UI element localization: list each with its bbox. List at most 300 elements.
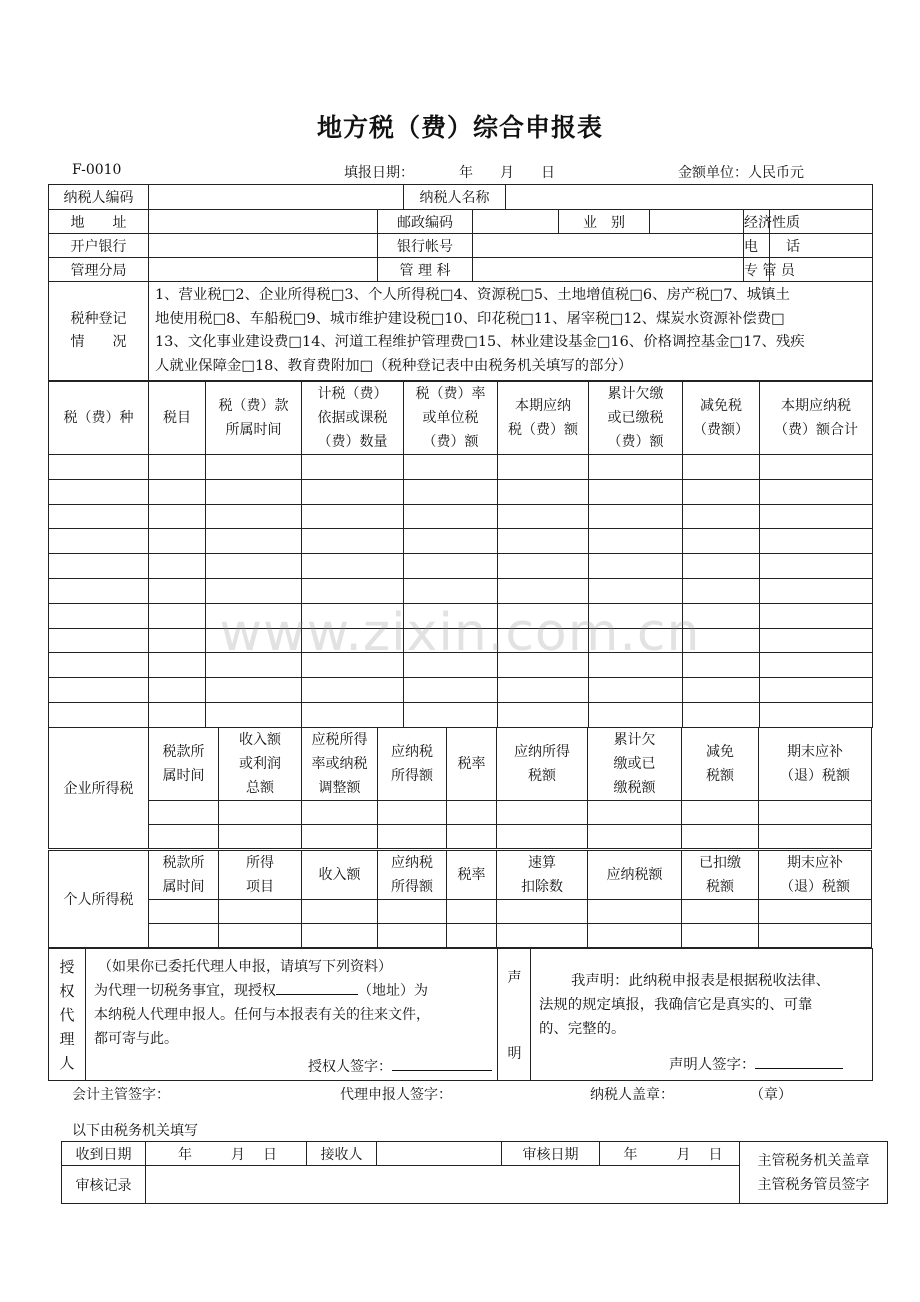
office-section-heading: 以下由税务机关填写: [72, 1123, 198, 1139]
table-cell[interactable]: [404, 504, 498, 529]
column-header-line: 税（费）款: [218, 398, 289, 414]
branch-field[interactable]: [149, 258, 378, 282]
column-header-line: 期末应补: [787, 855, 843, 871]
column-header: [302, 382, 404, 455]
tax-registration-line: 13、文化事业建设费□14、河道工程维护管理费□15、林业建设基金□16、价格调控基金□17、残疾: [155, 334, 805, 350]
taxpayer-name-label: 纳税人名称: [404, 185, 506, 210]
table-row: [49, 455, 873, 480]
table-cell[interactable]: [378, 924, 447, 948]
taxpayer-seal: 纳税人盖章：: [590, 1087, 674, 1103]
table-cell[interactable]: [760, 578, 873, 603]
personal-tax-row: [49, 900, 872, 924]
tax-registration-label: [49, 282, 149, 381]
declaration-label: [498, 949, 531, 1081]
table-cell[interactable]: [759, 825, 872, 849]
table-cell[interactable]: [498, 603, 589, 628]
personal-tax-row: [49, 924, 872, 948]
table-cell[interactable]: [588, 924, 682, 948]
column-header-line: 扣除数: [521, 879, 563, 895]
table-cell[interactable]: [588, 900, 682, 924]
table-cell[interactable]: [49, 504, 149, 529]
taxpayer-code-field[interactable]: [149, 185, 404, 210]
personal-tax-header-row: [49, 851, 872, 900]
table-cell[interactable]: [149, 801, 219, 825]
table-cell[interactable]: [404, 479, 498, 504]
table-cell[interactable]: [206, 504, 302, 529]
declaration-text-line1: 我声明：此纳税申报表是根据税收法律、: [571, 973, 831, 989]
table-cell[interactable]: [759, 801, 872, 825]
table-cell[interactable]: [302, 603, 404, 628]
industry-label: 业 别: [559, 210, 650, 234]
column-header: [206, 382, 302, 455]
table-cell[interactable]: [589, 653, 683, 678]
table-cell[interactable]: [206, 603, 302, 628]
column-header-line: 计税（费）: [317, 386, 388, 402]
review-date-field[interactable]: [600, 1142, 740, 1166]
column-header-line: 所得额: [391, 768, 433, 784]
address-field[interactable]: [149, 210, 378, 234]
fill-date-month: 月: [500, 165, 514, 181]
column-header-line: 收入额: [318, 867, 361, 883]
table-cell[interactable]: [589, 578, 683, 603]
table-cell[interactable]: [149, 455, 206, 480]
table-cell[interactable]: [589, 479, 683, 504]
table-cell[interactable]: [49, 678, 149, 703]
column-header: [219, 728, 302, 801]
table-cell[interactable]: [447, 801, 497, 825]
column-header-line: 税款所: [162, 744, 205, 760]
table-row: [49, 578, 873, 603]
table-cell[interactable]: [497, 825, 588, 849]
table-cell[interactable]: [498, 653, 589, 678]
office-stamp-line1: 主管税务机关盖章: [757, 1152, 870, 1169]
column-header-line: 税额: [706, 879, 734, 895]
column-header-line: 属时间: [162, 879, 205, 895]
corporate-tax-header-row: [49, 728, 872, 801]
table-row: [49, 628, 873, 653]
bank-label: 开户银行: [49, 234, 149, 258]
table-cell[interactable]: [302, 479, 404, 504]
section-label: 管 理 科: [378, 258, 473, 282]
column-header-line: 调整额: [318, 780, 361, 796]
agent-label-char: 授: [59, 957, 75, 976]
table-cell[interactable]: [447, 924, 497, 948]
personal-tax-label: 个人所得税: [49, 851, 149, 948]
column-header-line: 税（费）种: [63, 410, 134, 426]
agent-text-line1b: （地址）为: [358, 983, 428, 999]
office-table: [61, 1141, 888, 1204]
column-header-line: 缴税额: [613, 780, 656, 796]
column-header: [149, 728, 219, 801]
table-row: [49, 653, 873, 678]
table-row: [49, 603, 873, 628]
table-cell[interactable]: [760, 702, 873, 727]
bank-field[interactable]: [149, 234, 378, 258]
table-cell[interactable]: [683, 554, 760, 579]
table-cell[interactable]: [149, 653, 206, 678]
currency-unit: 金额单位：人民币元: [678, 165, 804, 181]
tax-items-body: [49, 455, 873, 728]
table-cell[interactable]: [149, 504, 206, 529]
column-header-line: 税目: [163, 410, 191, 426]
agent-name-field[interactable]: [276, 980, 358, 995]
table-cell[interactable]: [302, 529, 404, 554]
table-cell[interactable]: [378, 801, 447, 825]
table-cell[interactable]: [206, 479, 302, 504]
bank-account-label: 银行帐号: [378, 234, 473, 258]
table-cell[interactable]: [760, 628, 873, 653]
tax-registration-options[interactable]: [149, 282, 873, 381]
table-cell[interactable]: [760, 529, 873, 554]
table-cell[interactable]: [404, 653, 498, 678]
table-row: [49, 529, 873, 554]
column-header-line: 减免税: [700, 398, 742, 414]
agent-text-line1a: 为代理一切税务事宜，现授权: [94, 983, 276, 999]
column-header-line: 税额: [706, 768, 734, 784]
column-header: [49, 382, 149, 455]
tax-registration-line: 地使用税□8、车船税□9、城市维护建设税□10、印花税□11、屠宰税□12、煤炭水资源补偿费□: [155, 310, 785, 327]
column-header-line: 税（费）额: [508, 422, 578, 438]
table-cell[interactable]: [404, 702, 498, 727]
column-header: [149, 851, 219, 900]
table-cell[interactable]: [498, 529, 589, 554]
table-cell[interactable]: [206, 702, 302, 727]
column-header: [404, 382, 498, 455]
column-header-line: 或已缴税: [607, 410, 664, 426]
table-cell[interactable]: [760, 455, 873, 480]
column-header-line: （费）额: [607, 434, 664, 450]
agent-signature-label: 授权人签字：: [308, 1059, 392, 1075]
table-row: [49, 702, 873, 727]
table-cell[interactable]: [149, 628, 206, 653]
branch-label: 管理分局: [49, 258, 149, 282]
table-cell[interactable]: [49, 554, 149, 579]
accountant-signature: 会计主管签字：: [72, 1087, 170, 1103]
column-header-line: 缴或已: [613, 756, 656, 772]
postal-code-label: 邮政编码: [378, 210, 473, 234]
receiver-field[interactable]: [377, 1142, 502, 1166]
table-cell[interactable]: [206, 554, 302, 579]
table-cell[interactable]: [498, 455, 589, 480]
column-header-line: 或单位税: [422, 410, 479, 426]
table-cell[interactable]: [498, 554, 589, 579]
agent-signature-field[interactable]: [392, 1056, 492, 1071]
column-header-line: 税额: [528, 768, 556, 784]
table-cell[interactable]: [497, 924, 588, 948]
receiver-label: 接收人: [307, 1142, 377, 1166]
table-cell[interactable]: [760, 479, 873, 504]
table-cell[interactable]: [498, 702, 589, 727]
tax-items-table: [48, 381, 873, 728]
declaration-signature-label: 声明人签字：: [669, 1057, 756, 1073]
table-cell[interactable]: [759, 924, 872, 948]
agent-label-char: 理: [59, 1029, 75, 1048]
table-cell[interactable]: [149, 603, 206, 628]
table-cell[interactable]: [683, 479, 760, 504]
table-cell[interactable]: [589, 455, 683, 480]
table-cell[interactable]: [589, 628, 683, 653]
table-cell[interactable]: [498, 479, 589, 504]
column-header: [588, 851, 682, 900]
column-header-line: 税率: [457, 756, 486, 772]
table-cell[interactable]: [49, 653, 149, 678]
table-cell[interactable]: [302, 924, 378, 948]
corporate-tax-table: [48, 727, 872, 849]
review-record-label: 审核记录: [62, 1166, 146, 1204]
table-cell[interactable]: [49, 702, 149, 727]
review-record-field[interactable]: [146, 1166, 740, 1204]
taxpayer-code-label: 纳税人编码: [49, 185, 149, 210]
column-header-line: 速算: [528, 855, 556, 871]
table-cell[interactable]: [302, 578, 404, 603]
table-cell[interactable]: [219, 924, 302, 948]
table-cell[interactable]: [588, 801, 682, 825]
declaration-signature: [669, 1053, 843, 1077]
column-header-line: 属时间: [162, 768, 205, 784]
table-cell[interactable]: [759, 900, 872, 924]
received-date-label: 收到日期: [62, 1142, 146, 1166]
column-header-line: 应纳所得: [514, 744, 570, 760]
column-header: [302, 728, 378, 801]
agent-text-line1: [94, 979, 493, 1003]
table-cell[interactable]: [683, 504, 760, 529]
column-header-line: 所属时间: [225, 422, 282, 438]
table-cell[interactable]: [447, 825, 497, 849]
column-header: [589, 382, 683, 455]
declaration-text-line2: 法规的规定填报，我确信它是真实的、可靠: [539, 997, 813, 1013]
agent-label-char: 人: [59, 1053, 75, 1072]
table-cell[interactable]: [219, 801, 302, 825]
column-header-line: 应纳税额: [606, 867, 663, 883]
declaration-statement: [531, 949, 873, 1081]
table-cell[interactable]: [404, 554, 498, 579]
column-header-line: （退）税额: [780, 879, 850, 895]
table-cell[interactable]: [498, 578, 589, 603]
tax-items-header-row: [49, 382, 873, 455]
table-cell[interactable]: [589, 678, 683, 703]
table-cell[interactable]: [497, 801, 588, 825]
column-header-line: 累计欠: [613, 732, 656, 748]
table-cell[interactable]: [683, 603, 760, 628]
table-cell[interactable]: [589, 504, 683, 529]
table-cell[interactable]: [302, 628, 404, 653]
table-cell[interactable]: [206, 628, 302, 653]
table-cell[interactable]: [49, 479, 149, 504]
table-cell[interactable]: [589, 702, 683, 727]
table-row: [49, 554, 873, 579]
table-cell[interactable]: [149, 678, 206, 703]
table-cell[interactable]: [49, 603, 149, 628]
agent-signature: [308, 1055, 492, 1079]
declaration-text-line3: 的、完整的。: [539, 1021, 626, 1037]
column-header: [447, 728, 497, 801]
table-cell[interactable]: [206, 578, 302, 603]
table-cell[interactable]: [49, 529, 149, 554]
table-cell[interactable]: [302, 504, 404, 529]
table-cell[interactable]: [206, 653, 302, 678]
table-cell[interactable]: [378, 900, 447, 924]
column-header-line: 已扣缴: [699, 855, 741, 871]
column-header: [760, 382, 873, 455]
column-header-line: 减免: [706, 744, 734, 760]
table-cell[interactable]: [219, 900, 302, 924]
corporate-tax-row: [49, 801, 872, 825]
review-date-label: 审核日期: [502, 1142, 600, 1166]
column-header: [447, 851, 497, 900]
column-header-line: 应纳税: [391, 855, 433, 871]
column-header-line: （费额）: [693, 422, 749, 438]
table-cell[interactable]: [760, 603, 873, 628]
table-cell[interactable]: [302, 678, 404, 703]
table-cell[interactable]: [683, 653, 760, 678]
table-cell[interactable]: [683, 678, 760, 703]
table-cell[interactable]: [378, 825, 447, 849]
table-cell[interactable]: [683, 578, 760, 603]
bank-account-field[interactable]: [473, 234, 744, 258]
table-cell[interactable]: [302, 825, 378, 849]
agent-label-char: 代: [59, 1005, 75, 1024]
table-cell[interactable]: [589, 554, 683, 579]
table-cell[interactable]: [404, 529, 498, 554]
column-header: [149, 382, 206, 455]
table-cell[interactable]: [302, 653, 404, 678]
table-cell[interactable]: [149, 554, 206, 579]
declaration-signature-field[interactable]: [755, 1054, 843, 1069]
table-cell[interactable]: [219, 825, 302, 849]
received-date-day: 日: [263, 1146, 277, 1163]
table-cell[interactable]: [498, 628, 589, 653]
table-cell[interactable]: [149, 529, 206, 554]
table-cell[interactable]: [404, 678, 498, 703]
taxpayer-name-field[interactable]: [506, 185, 873, 210]
officer-label: 专 管 员: [744, 258, 770, 282]
table-cell[interactable]: [302, 900, 378, 924]
section-field[interactable]: [473, 258, 744, 282]
column-header: [497, 851, 588, 900]
review-date-year: 年: [623, 1146, 638, 1163]
column-header-line: （退）税额: [780, 768, 850, 784]
table-cell[interactable]: [760, 653, 873, 678]
table-cell[interactable]: [49, 455, 149, 480]
table-cell[interactable]: [760, 504, 873, 529]
table-cell[interactable]: [404, 578, 498, 603]
table-cell[interactable]: [302, 554, 404, 579]
personal-tax-table: [48, 850, 872, 948]
column-header-line: 应纳税: [391, 744, 433, 760]
tax-registration-line: 1、营业税□2、企业所得税□3、个人所得税□4、资源税□5、土地增值税□6、房产税□7、城镇土: [155, 287, 790, 303]
table-cell[interactable]: [682, 825, 759, 849]
table-cell[interactable]: [404, 455, 498, 480]
table-cell[interactable]: [149, 924, 219, 948]
table-cell[interactable]: [683, 529, 760, 554]
table-row: [49, 504, 873, 529]
column-header: [302, 851, 378, 900]
table-cell[interactable]: [682, 924, 759, 948]
table-cell[interactable]: [589, 529, 683, 554]
table-cell[interactable]: [760, 678, 873, 703]
table-cell[interactable]: [498, 504, 589, 529]
column-header-line: 税款所: [162, 855, 205, 871]
received-date-field[interactable]: [146, 1142, 307, 1166]
table-cell[interactable]: [149, 900, 219, 924]
column-header-line: 累计欠缴: [607, 386, 664, 402]
column-header: [378, 728, 447, 801]
address-label: 地 址: [49, 210, 149, 234]
table-cell[interactable]: [498, 678, 589, 703]
table-cell[interactable]: [682, 801, 759, 825]
column-header: [219, 851, 302, 900]
table-cell[interactable]: [683, 702, 760, 727]
table-cell[interactable]: [404, 603, 498, 628]
column-header: [588, 728, 682, 801]
table-cell[interactable]: [447, 900, 497, 924]
table-cell[interactable]: [683, 455, 760, 480]
tax-registration-label-line1: 税种登记: [70, 311, 127, 327]
column-header-line: 税（费）率: [415, 386, 486, 402]
column-header-line: （费）额合计: [774, 422, 858, 438]
column-header: [682, 851, 759, 900]
office-stamp: [740, 1142, 888, 1204]
table-cell[interactable]: [149, 578, 206, 603]
table-cell[interactable]: [497, 900, 588, 924]
postal-code-field[interactable]: [473, 210, 559, 234]
table-cell[interactable]: [589, 603, 683, 628]
column-header-line: 总额: [246, 780, 274, 796]
table-cell[interactable]: [206, 678, 302, 703]
agent-authorization: [86, 949, 498, 1081]
table-cell[interactable]: [49, 628, 149, 653]
agent-text-line3: 都可寄与此。: [94, 1031, 178, 1047]
corporate-tax-row: [49, 825, 872, 849]
table-cell[interactable]: [149, 702, 206, 727]
fill-date-year: 年: [459, 165, 473, 181]
table-cell[interactable]: [302, 702, 404, 727]
agent-declaration-table: [48, 948, 873, 1081]
agent-text-line2: 本纳税人代理申报人。任何与本报表有关的往来文件，: [94, 1007, 430, 1023]
column-header-line: 依据或课税: [317, 410, 388, 426]
column-header-line: 所得: [246, 855, 274, 871]
table-cell[interactable]: [588, 825, 682, 849]
table-cell[interactable]: [760, 554, 873, 579]
table-cell[interactable]: [683, 628, 760, 653]
tax-registration-label-line2: 情 况: [70, 334, 127, 350]
table-cell[interactable]: [206, 529, 302, 554]
column-header-line: （费）数量: [317, 434, 388, 450]
column-header: [759, 728, 872, 801]
table-cell[interactable]: [302, 455, 404, 480]
table-cell[interactable]: [49, 578, 149, 603]
table-row: [49, 678, 873, 703]
column-header-line: 率或纳税: [311, 756, 368, 772]
received-date-month: 月: [231, 1146, 245, 1163]
review-date-day: 日: [708, 1146, 723, 1163]
phone-label: 电 话: [744, 234, 770, 258]
received-date-year: 年: [178, 1146, 192, 1163]
table-cell[interactable]: [149, 479, 206, 504]
table-cell[interactable]: [404, 628, 498, 653]
industry-field[interactable]: [650, 210, 744, 234]
main-form-table: [48, 184, 873, 381]
table-cell[interactable]: [682, 900, 759, 924]
column-header: [497, 728, 588, 801]
column-header: [378, 851, 447, 900]
column-header: [682, 728, 759, 801]
table-cell[interactable]: [206, 455, 302, 480]
table-cell[interactable]: [149, 825, 219, 849]
table-cell[interactable]: [302, 801, 378, 825]
agent-filer-signature: 代理申报人签字：: [340, 1087, 452, 1103]
column-header-line: 应税所得: [311, 732, 368, 748]
